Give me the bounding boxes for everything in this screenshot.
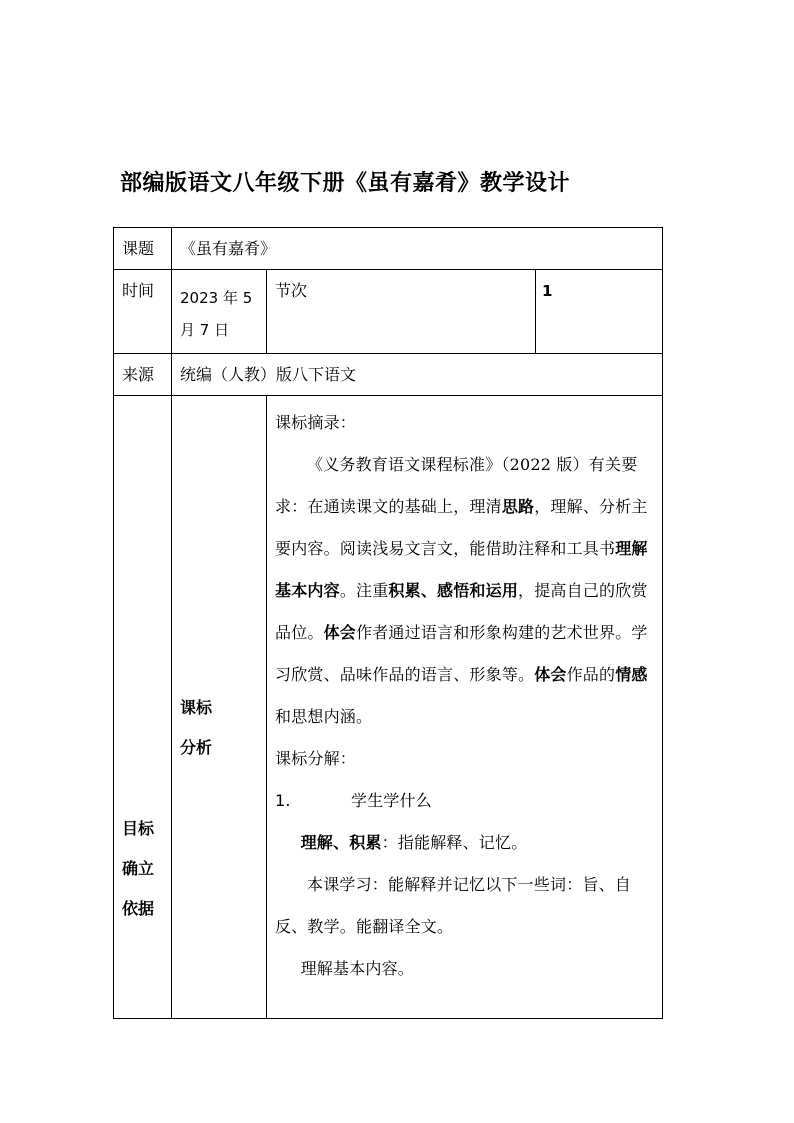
- topic-value: 《虽有嘉肴》: [172, 228, 663, 270]
- row-time: [114, 270, 663, 354]
- standard-analysis-content: [267, 396, 663, 1019]
- list-item-1: 1. 学生学什么: [275, 791, 433, 810]
- topic-label: 课题: [114, 228, 172, 270]
- document-title: 部编版语文八年级下册《虽有嘉肴》教学设计: [120, 171, 571, 196]
- time-label: 时间: [114, 270, 172, 354]
- row-topic: [114, 228, 663, 270]
- basic-content-line: 理解基本内容。: [300, 959, 414, 978]
- source-label: 来源: [114, 354, 172, 396]
- date-line-2: 月 7 日: [180, 321, 230, 339]
- excerpt-heading: 课标摘录：: [275, 413, 357, 432]
- lesson-plan-table: [113, 227, 663, 1019]
- standard-analysis-label: 课标 分析: [172, 396, 267, 1019]
- time-value: [172, 270, 267, 354]
- period-label: 节次: [267, 270, 536, 354]
- list-item-understanding: 理解、积累：指能解释、记忆。: [300, 833, 528, 852]
- period-value: 1: [536, 270, 663, 354]
- decomposition-heading: 课标分解：: [275, 749, 357, 768]
- row-source: [114, 354, 663, 396]
- basis-label: 目标 确立 依据: [114, 396, 172, 1019]
- lesson-learning-paragraph: 本课学习：能解释并记忆以下一些词：旨、自反、教学。能翻译全文。: [275, 875, 632, 936]
- standard-excerpt-paragraph: 《义务教育语文课程标准》（2022 版）有关要求：在通读课文的基础上，理清思路，理解、分析主要内容。阅读浅易文言文，能借助注释和工具书理解基本内容。注重积累、感悟和运用，提高自己的欣赏品位。体会作者通过语言和形象构建的艺术世界。学习欣赏、品味作品的语言、形象等。体会作品的情感和思想内涵。: [275, 455, 648, 726]
- source-value: 统编（人教）版八下语文: [172, 354, 663, 396]
- date-line-1: 2023 年 5: [180, 289, 253, 307]
- row-basis: [114, 396, 663, 1019]
